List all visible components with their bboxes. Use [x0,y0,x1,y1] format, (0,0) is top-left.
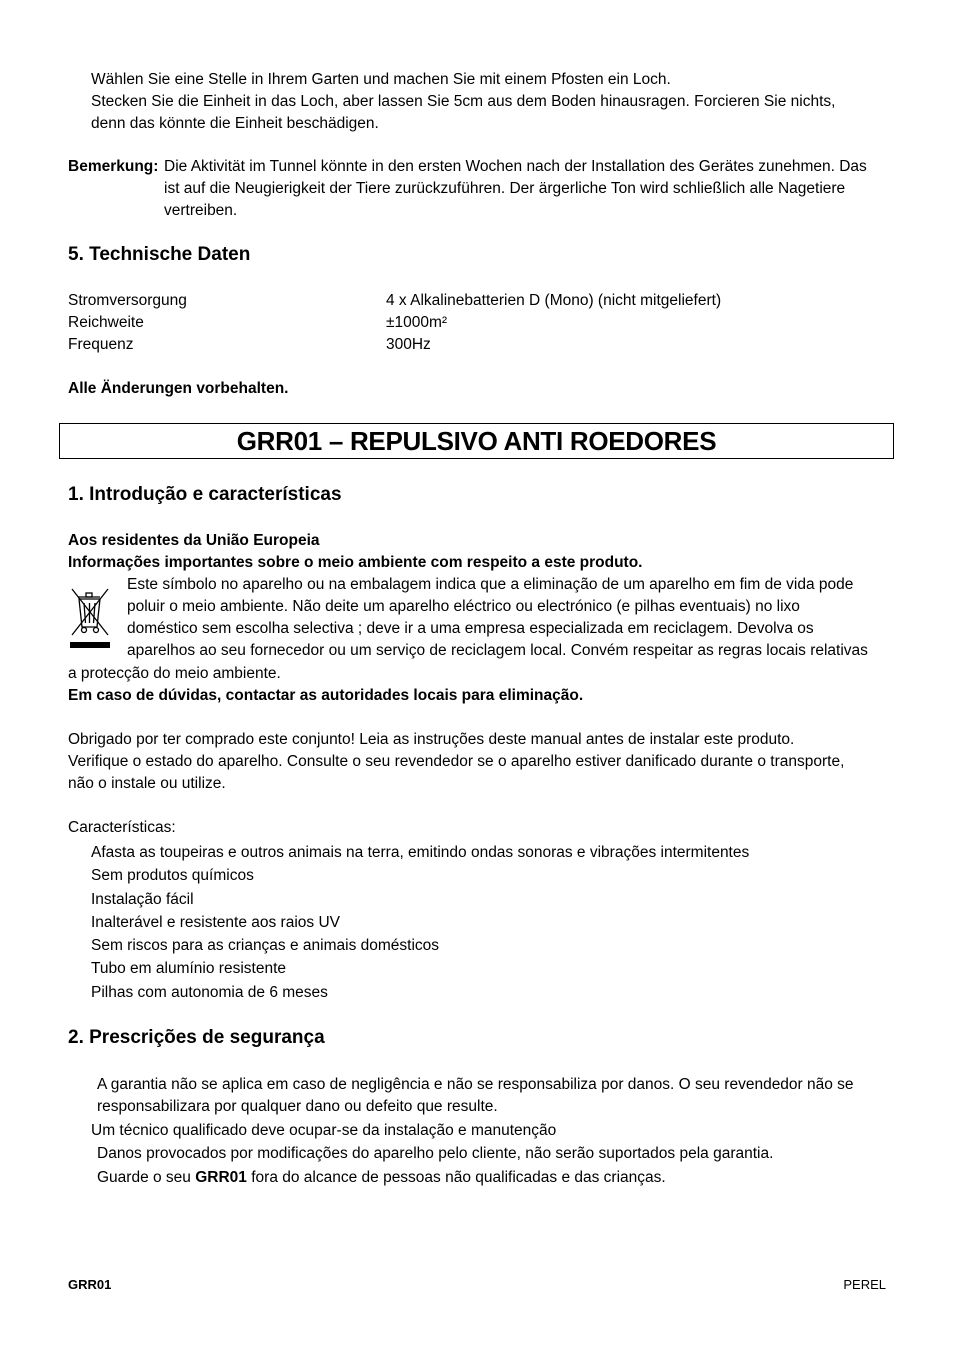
remark-body [164,156,867,222]
list-item: Sem riscos para as crianças e animais domésticos [91,937,440,955]
features-label: Características: [68,819,176,836]
text-line: responsabilizara por qualquer dano ou defeito que resulte. [97,1098,498,1115]
list-item: Afasta as toupeiras e outros animais na terra, emitindo ondas sonoras e vibrações intermitentes [91,844,750,861]
features-list [91,841,749,1004]
list-item: Instalação fácil [91,890,194,908]
text-line: aparelhos ao seu fornecedor ou um serviço de reciclagem local. Convém respeitar as regras locais relativas [127,642,868,659]
text-line: não o instale ou utilize. [68,775,226,792]
model-name: GRR01 [195,1169,247,1186]
eu-subheading: Informações importantes sobre o meio ambiente com respeito a este produto. [68,554,643,571]
german-remark [68,156,867,222]
text-line: vertreiben. [164,202,238,219]
footer-brand: PEREL [843,1277,886,1292]
text-line: a protecção do meio ambiente. [68,665,281,682]
text-line: Danos provocados por modificações do aparelho pelo cliente, não serão suportados pela garantia. [97,1145,774,1162]
text-line: ist auf die Neugierigkeit der Tiere zurückzuführen. Der ärgerliche Ton wird schließlich alle Nagetiere [164,180,846,197]
list-item: Pilhas com autonomia de 6 meses [91,983,328,1001]
spec-value: ±1000m² [386,314,448,331]
spec-table [68,290,721,356]
safety-last-line [97,1167,666,1189]
text-line: Um técnico qualificado deve ocupar-se da instalação e manutenção [91,1122,557,1139]
weee-bin-icon [68,585,112,649]
weee-contact: Em caso de dúvidas, contactar as autoridades locais para eliminação. [68,687,584,704]
text-line: denn das könnte die Einheit beschädigen. [91,115,379,132]
safety-text-1 [97,1074,854,1118]
spec-row [68,334,721,356]
section-heading-safety: 2. Prescrições de segurança [68,1027,325,1048]
text-span: Guarde o seu [97,1169,196,1186]
text-line: poluir o meio ambiente. Não deite um aparelho eléctrico ou electrónico (e pilhas eventuais) no lixo [127,598,800,615]
text-span: fora do alcance de pessoas não qualificadas e das crianças. [246,1169,666,1186]
list-item: Sem produtos químicos [91,867,254,885]
spec-label: Stromversorgung [68,292,187,309]
spec-value: 300Hz [386,336,431,353]
section-heading-intro: 1. Introdução e características [68,484,342,505]
text-line: Verifique o estado do aparelho. Consulte o seu revendedor se o aparelho estiver danificado durante o transporte, [68,753,845,770]
text-line: Obrigado por ter comprado este conjunto! Leia as instruções deste manual antes de instalar este produto. [68,731,795,748]
spec-label: Frequenz [68,336,134,353]
footer-model: GRR01 [68,1277,112,1292]
text-line: doméstico sem escolha selectiva ; deve ir a uma empresa especializada em reciclagem. Devolva os [127,620,814,637]
thanks-text [68,729,844,795]
spec-row [68,290,721,312]
text-line: A garantia não se aplica em caso de negligência e não se responsabiliza por danos. O seu revendedor não se [97,1076,854,1093]
remark-label: Bemerkung: [68,158,159,175]
text-line: Stecken Sie die Einheit in das Loch, aber lassen Sie 5cm aus dem Boden hinausragen. Forcieren Sie nichts, [91,93,836,110]
section-title-box [59,423,894,459]
disclaimer: Alle Änderungen vorbehalten. [68,380,289,397]
spec-value: 4 x Alkalinebatterien D (Mono) (nicht mitgeliefert) [386,292,722,309]
page-title: GRR01 – REPULSIVO ANTI ROEDORES [236,426,717,456]
text-line: Wählen Sie eine Stelle in Ihrem Garten und machen Sie mit einem Pfosten ein Loch. [91,71,671,88]
list-item: Tubo em alumínio resistente [91,960,286,978]
german-install-text [91,69,835,135]
spec-label: Reichweite [68,314,144,331]
section-heading-tech: 5. Technische Daten [68,244,251,265]
text-line: Die Aktivität im Tunnel könnte in den ersten Wochen nach der Installation des Gerätes zunehmen. Das [164,158,867,175]
weee-text [127,574,868,662]
eu-heading: Aos residentes da União Europeia [68,532,320,549]
spec-row [68,312,721,334]
text-line: Este símbolo no aparelho ou na embalagem indica que a eliminação de um aparelho em fim de vida pode [127,576,854,593]
list-item: Inalterável e resistente aos raios UV [91,913,340,931]
